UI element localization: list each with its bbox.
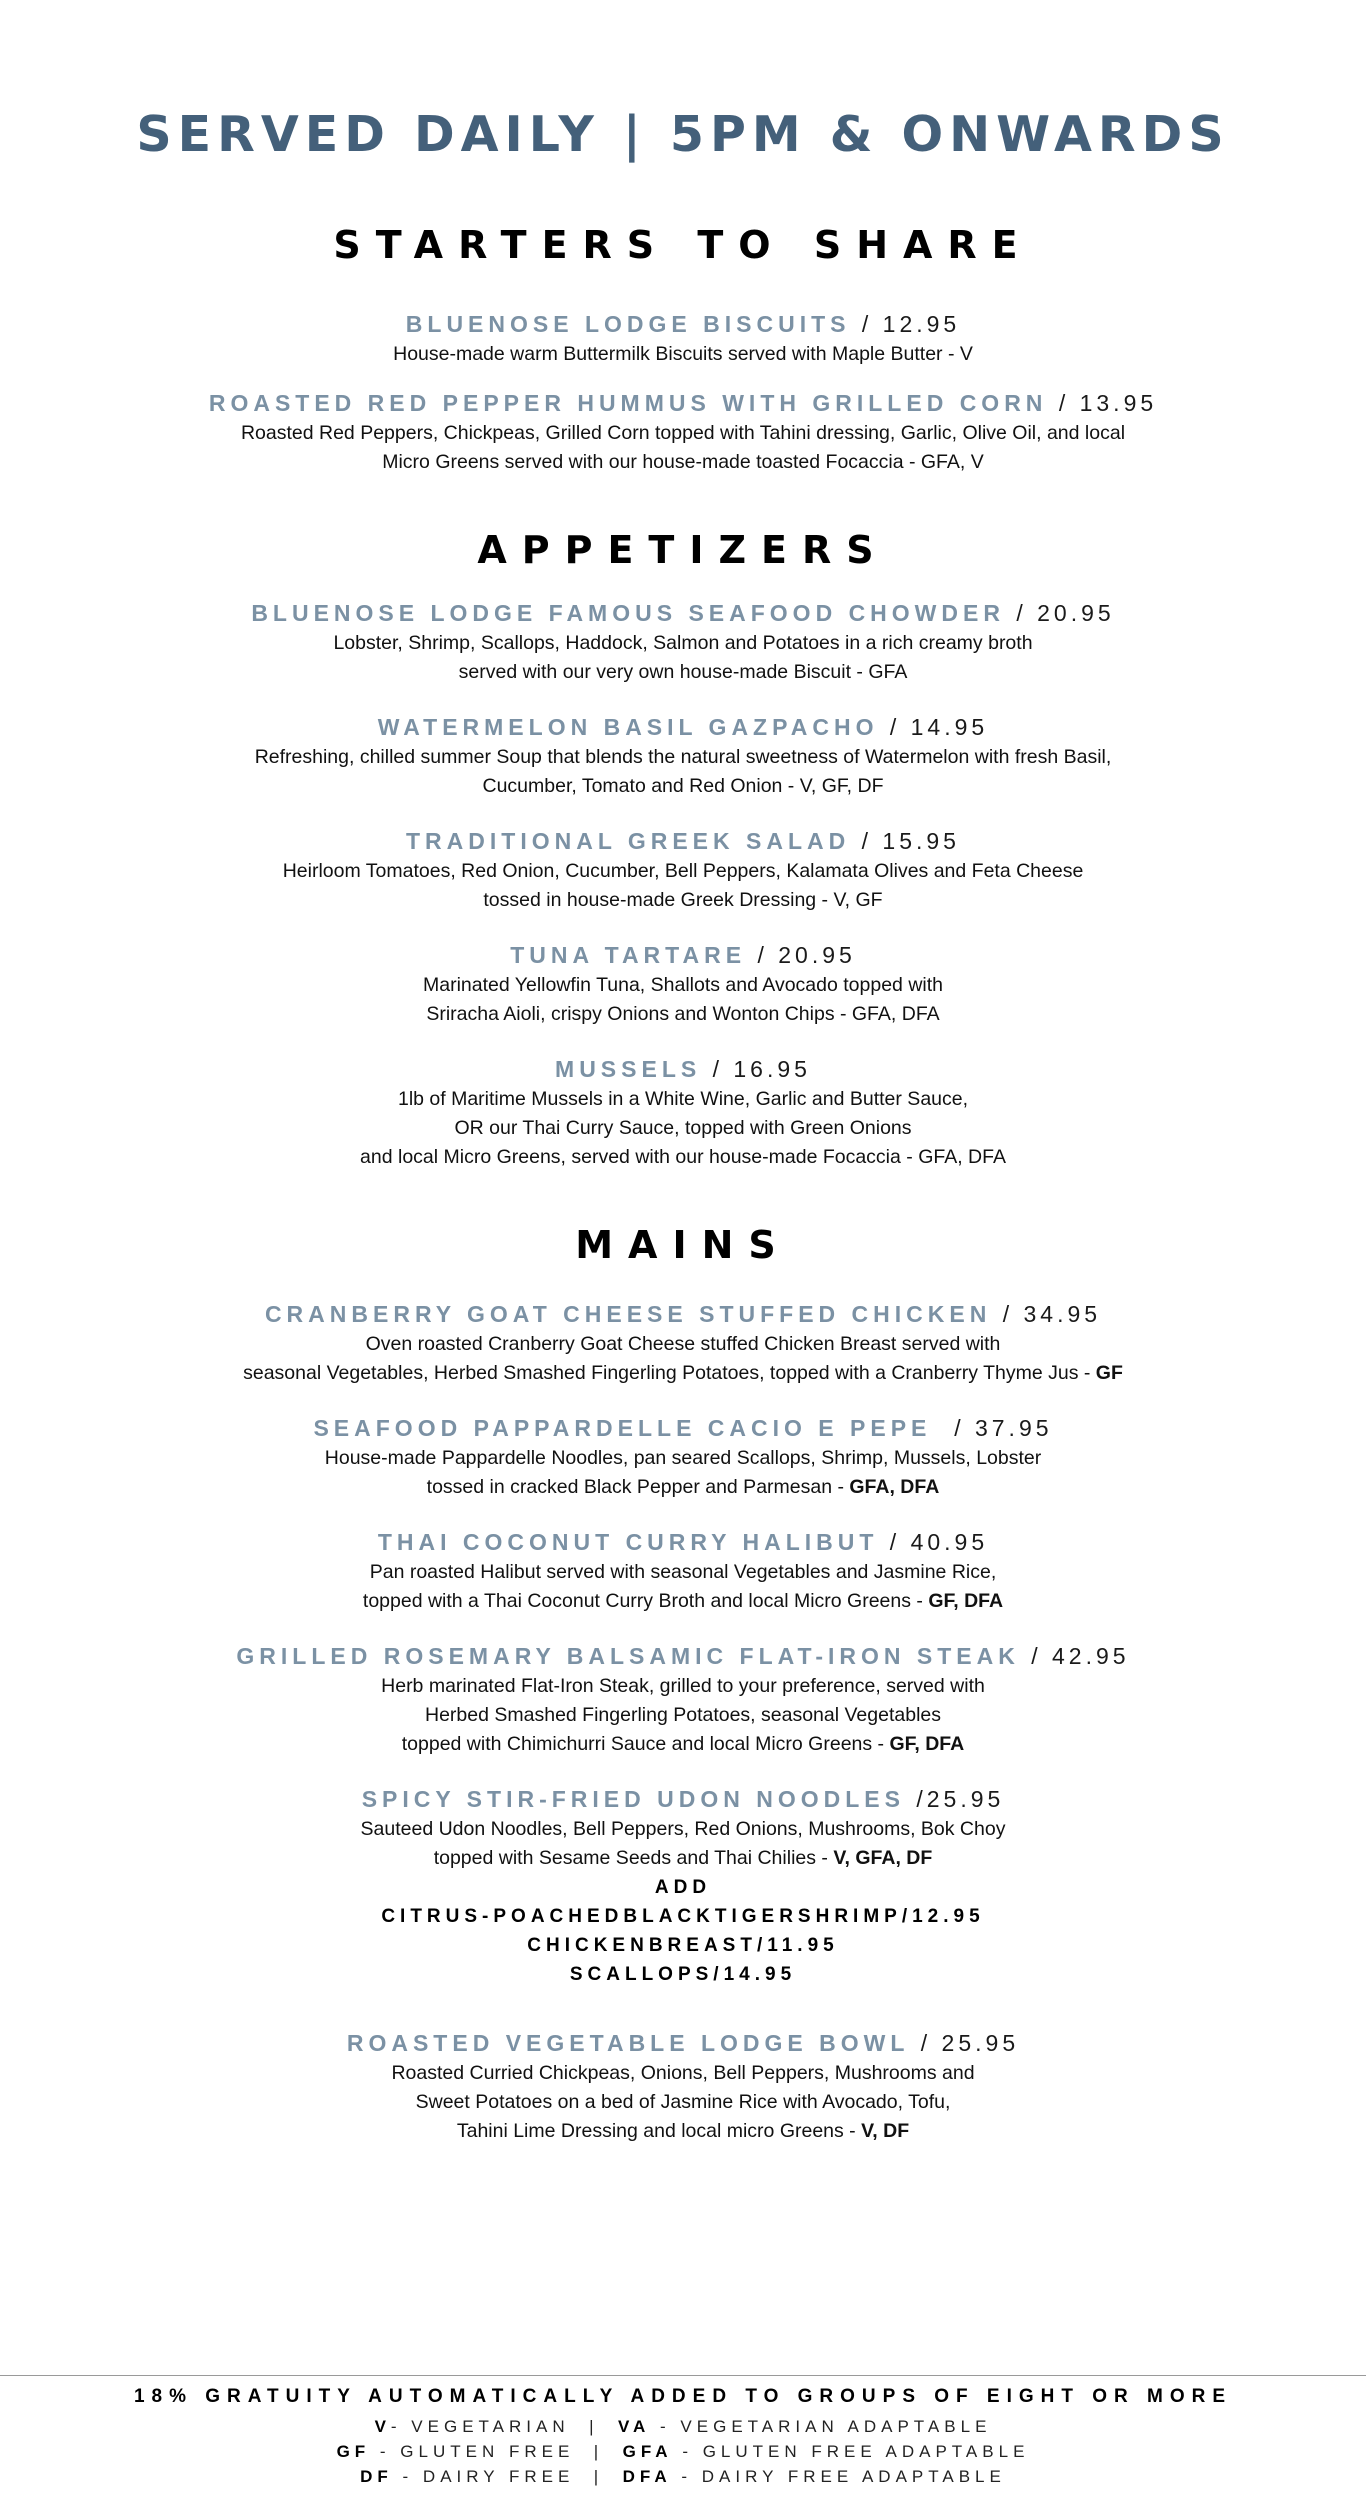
- menu-item-price: / 15.95: [861, 828, 960, 854]
- menu-item-heading: [0, 1526, 1366, 1558]
- menu-item-description: Sweet Potatoes on a bed of Jasmine Rice with Avocado, Tofu,: [415, 2091, 951, 2113]
- menu-item-name: SPICY STIR-FRIED UDON NOODLES: [361, 1786, 905, 1812]
- menu-item: [0, 1053, 1366, 1172]
- dietary-tags: GF: [1095, 1362, 1123, 1384]
- menu-item-description: Micro Greens served with our house-made toasted Focaccia - GFA, V: [382, 451, 984, 473]
- add-on-item: CHICKENBREAST/11.95: [527, 1935, 839, 1956]
- menu-item-description-text: seasonal Vegetables, Herbed Smashed Fingerling Potatoes, topped with a Cranberry Thyme Jus -: [243, 1362, 1096, 1384]
- add-ons-heading: ADD: [654, 1877, 712, 1898]
- menu-item-description-text: topped with Sesame Seeds and Thai Chilies -: [433, 1847, 834, 1869]
- menu-item: [0, 1783, 1366, 1989]
- menu-item-heading: [0, 939, 1366, 971]
- menu-item-description: [0, 1359, 1366, 1388]
- page-title: SERVED DAILY | 5PM & ONWARDS: [136, 106, 1230, 163]
- menu-item-description: Pan roasted Halibut served with seasonal Vegetables and Jasmine Rice,: [369, 1561, 997, 1583]
- menu-item-name: MUSSELS: [555, 1056, 702, 1082]
- menu-item-price: /25.95: [916, 1786, 1005, 1812]
- menu-item-name: TUNA TARTARE: [510, 942, 747, 968]
- menu-item: [0, 1640, 1366, 1759]
- menu-item-description: Refreshing, chilled summer Soup that blends the natural sweetness of Watermelon with fresh Basil,: [254, 746, 1112, 768]
- menu-item-price: / 20.95: [757, 942, 856, 968]
- menu-item-name: SEAFOOD PAPPARDELLE CACIO E PEPE: [313, 1415, 932, 1441]
- menu-item-name: TRADITIONAL GREEK SALAD: [406, 828, 851, 854]
- menu-item-description: House-made Pappardelle Noodles, pan seared Scallops, Shrimp, Mussels, Lobster: [324, 1447, 1042, 1469]
- menu-item: [0, 711, 1366, 801]
- menu-item: [0, 825, 1366, 915]
- menu-item-name: BLUENOSE LODGE BISCUITS: [405, 311, 851, 337]
- menu-item-heading: [0, 308, 1366, 340]
- dietary-tags: GF, DFA: [928, 1590, 1004, 1612]
- legend-code: GF: [336, 2442, 371, 2461]
- menu-item-description: House-made warm Buttermilk Biscuits served with Maple Butter - V: [393, 343, 973, 365]
- menu-item-price: / 12.95: [861, 311, 961, 337]
- menu-item-description: Roasted Red Peppers, Chickpeas, Grilled Corn topped with Tahini dressing, Garlic, Olive Oil, and local: [240, 422, 1126, 444]
- menu-item: [0, 939, 1366, 1029]
- menu-item-heading: [0, 387, 1366, 419]
- legend-text: - DAIRY FREE: [402, 2467, 575, 2486]
- legend-text: - DAIRY FREE ADAPTABLE: [681, 2467, 1006, 2486]
- dietary-tags: GFA, DFA: [849, 1476, 940, 1498]
- dietary-legend-row: DF - DAIRY FREE | DFA - DAIRY FREE ADAPTABLE: [360, 2467, 1006, 2486]
- menu-item-price: / 34.95: [1002, 1301, 1102, 1327]
- menu-item-description: Marinated Yellowfin Tuna, Shallots and Avocado topped with: [422, 974, 943, 996]
- legend-text: - VEGETARIAN: [390, 2417, 570, 2436]
- menu-item: [0, 1298, 1366, 1388]
- menu-item-description: 1lb of Maritime Mussels in a White Wine, Garlic and Butter Sauce,: [397, 1088, 969, 1110]
- menu-item-name: ROASTED RED PEPPER HUMMUS WITH GRILLED CORN: [208, 390, 1048, 416]
- menu-item-description: [0, 1587, 1366, 1616]
- footer: [0, 2380, 1366, 2489]
- legend-text: - GLUTEN FREE: [379, 2442, 575, 2461]
- menu-item-description: OR our Thai Curry Sauce, topped with Green Onions: [454, 1117, 912, 1139]
- menu-item-price: / 42.95: [1031, 1643, 1130, 1669]
- legend-code: V: [374, 2417, 391, 2436]
- legend-code: DFA: [622, 2467, 672, 2486]
- menu-item-price: / 40.95: [889, 1529, 989, 1555]
- menu-item-description: Sauteed Udon Noodles, Bell Peppers, Red Onions, Mushrooms, Bok Choy: [360, 1818, 1006, 1840]
- add-on-item: SCALLOPS/14.95: [569, 1964, 797, 1985]
- menu-item-description: Herbed Smashed Fingerling Potatoes, seasonal Vegetables: [425, 1704, 941, 1726]
- menu-item: [0, 2027, 1366, 2146]
- section-title-appetizers: APPETIZERS: [477, 528, 889, 572]
- menu-item-description: Lobster, Shrimp, Scallops, Haddock, Salmon and Potatoes in a rich creamy broth: [333, 632, 1033, 654]
- menu-item-description: Roasted Curried Chickpeas, Onions, Bell Peppers, Mushrooms and: [391, 2062, 975, 2084]
- section-title-starters: STARTERS TO SHARE: [333, 223, 1033, 267]
- menu-item-heading: [0, 1053, 1366, 1085]
- dietary-legend-row: GF - GLUTEN FREE | GFA - GLUTEN FREE ADAPTABLE: [336, 2442, 1030, 2461]
- menu-item: [0, 597, 1366, 687]
- menu-item-price: / 37.95: [954, 1415, 1053, 1441]
- add-on-item: CITRUS-POACHEDBLACKTIGERSHRIMP/12.95: [381, 1906, 985, 1927]
- menu-item-price: / 25.95: [920, 2030, 1020, 2056]
- menu-item-name: CRANBERRY GOAT CHEESE STUFFED CHICKEN: [264, 1301, 992, 1327]
- menu-item: [0, 387, 1366, 477]
- menu-item-name: BLUENOSE LODGE FAMOUS SEAFOOD CHOWDER: [251, 600, 1005, 626]
- section-title-mains: MAINS: [575, 1223, 791, 1267]
- menu-item-description: Cucumber, Tomato and Red Onion - V, GF, DF: [482, 775, 884, 797]
- menu-item-heading: [0, 1412, 1366, 1444]
- legend-code: VA: [617, 2417, 651, 2436]
- menu-item-price: / 13.95: [1058, 390, 1158, 416]
- menu-item-name: THAI COCONUT CURRY HALIBUT: [377, 1529, 879, 1555]
- menu-item: [0, 308, 1366, 369]
- menu-item-description: [0, 2117, 1366, 2146]
- menu-item-heading: [0, 1783, 1366, 1815]
- menu-item-description: [0, 1730, 1366, 1759]
- legend-text: - VEGETARIAN ADAPTABLE: [660, 2417, 992, 2436]
- menu-item-price: / 14.95: [889, 714, 989, 740]
- menu-item-description: Oven roasted Cranberry Goat Cheese stuffed Chicken Breast served with: [365, 1333, 1001, 1355]
- legend-text: - GLUTEN FREE ADAPTABLE: [682, 2442, 1030, 2461]
- dietary-tags: V, DF: [861, 2120, 910, 2142]
- menu-item-description: Heirloom Tomatoes, Red Onion, Cucumber, Bell Peppers, Kalamata Olives and Feta Cheese: [282, 860, 1084, 882]
- menu-item-heading: [0, 597, 1366, 629]
- dietary-tags: GF, DFA: [889, 1733, 965, 1755]
- menu-item-description-text: topped with Chimichurri Sauce and local Micro Greens -: [401, 1733, 890, 1755]
- dietary-legend-row: V- VEGETARIAN | VA - VEGETARIAN ADAPTABLE: [374, 2417, 992, 2436]
- menu-item-description: tossed in house-made Greek Dressing - V, GF: [483, 889, 883, 911]
- menu-item: [0, 1412, 1366, 1502]
- dietary-tags: V, GFA, DF: [833, 1847, 933, 1869]
- menu-item-price: / 20.95: [1016, 600, 1115, 626]
- menu-item-price: / 16.95: [712, 1056, 811, 1082]
- menu-item-heading: [0, 1640, 1366, 1672]
- menu-item-description: [0, 1473, 1366, 1502]
- menu-item-heading: [0, 711, 1366, 743]
- menu-item-description-text: Tahini Lime Dressing and local micro Greens -: [456, 2120, 862, 2142]
- menu-item-description-text: topped with a Thai Coconut Curry Broth and local Micro Greens -: [362, 1590, 929, 1612]
- menu-item-name: GRILLED ROSEMARY BALSAMIC FLAT-IRON STEAK: [236, 1643, 1020, 1669]
- menu-item-description: Sriracha Aioli, crispy Onions and Wonton Chips - GFA, DFA: [426, 1003, 940, 1025]
- add-ons-block: [0, 1873, 1366, 1989]
- footer-divider: [0, 2375, 1366, 2376]
- menu-item-heading: [0, 825, 1366, 857]
- menu-item-description: [0, 1844, 1366, 1873]
- menu-item-description: served with our very own house-made Biscuit - GFA: [458, 661, 908, 683]
- menu-item-name: ROASTED VEGETABLE LODGE BOWL: [346, 2030, 910, 2056]
- menu-item-name: WATERMELON BASIL GAZPACHO: [377, 714, 879, 740]
- menu-item-heading: [0, 2027, 1366, 2059]
- legend-code: GFA: [622, 2442, 673, 2461]
- menu-item-description: and local Micro Greens, served with our house-made Focaccia - GFA, DFA: [360, 1146, 1006, 1168]
- legend-code: DF: [360, 2467, 393, 2486]
- menu-item-description: Herb marinated Flat-Iron Steak, grilled to your preference, served with: [381, 1675, 985, 1697]
- menu-item-heading: [0, 1298, 1366, 1330]
- menu-item: [0, 1526, 1366, 1616]
- menu-item-description-text: tossed in cracked Black Pepper and Parmesan -: [426, 1476, 850, 1498]
- gratuity-notice: 18% GRATUITY AUTOMATICALLY ADDED TO GROUPS OF EIGHT OR MORE: [133, 2386, 1233, 2407]
